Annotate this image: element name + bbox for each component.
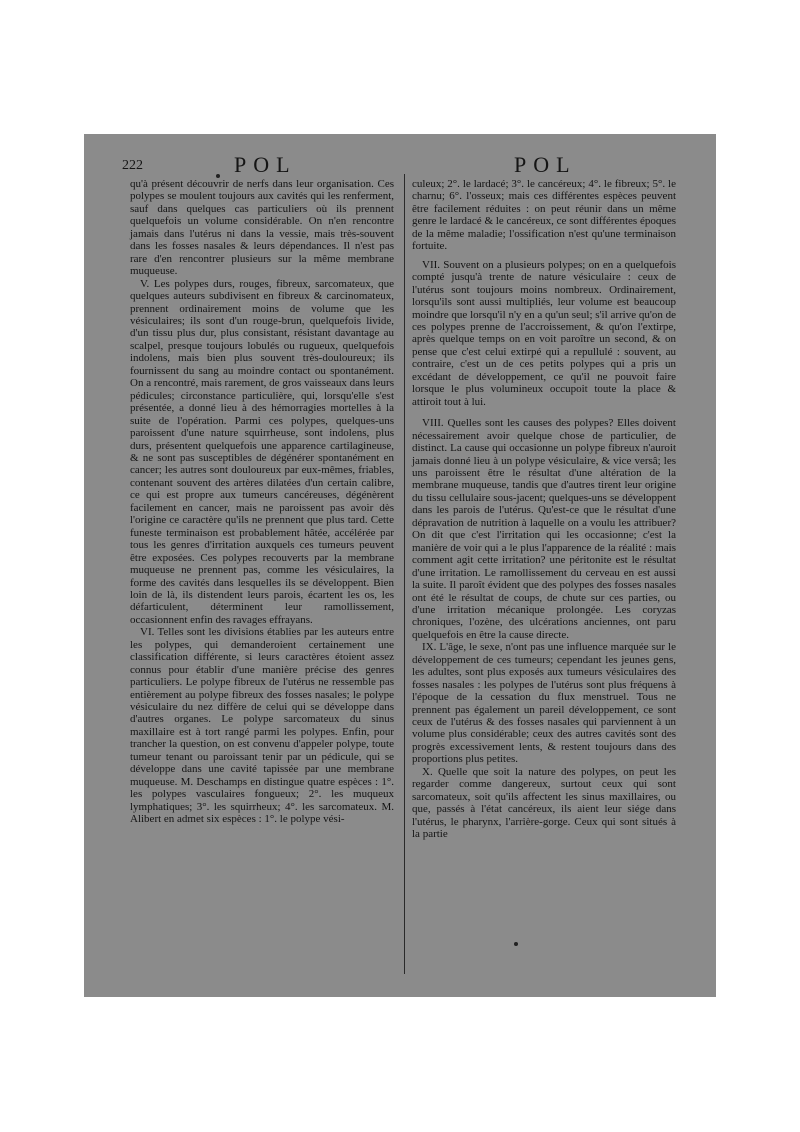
ink-speck: [514, 942, 518, 946]
column-rule: [404, 174, 405, 974]
scanned-page: [84, 134, 716, 997]
right-column: [412, 178, 676, 841]
paragraph: VII. Souvent on a plusieurs polypes; on en a quelquefois compté jusqu'à trente de nature vésiculaire : ceux de l'utérus sont toujours moins nombreux. Ordinairement, lorsqu'ils sont aussi multipliés, leur volume est beaucoup moindre que lorsqu'il n'y en a qu'un seul; s'il arrive qu'on de ces polypes prenne de l'accroissement, & qu'on l'extirpe, après quelque temps on en voit paroître un second, & on pense que c'est celui extirpé qui a repullulé : souvent, au contraire, c'est un de ces petits polypes qui a pris un excédant de développement, ce qu'il ne pouvoit faire lorsque le plus volumineux occupoit toute la place & attiroit tout à lui.: [412, 258, 676, 408]
running-head-left: POL: [234, 152, 297, 177]
page-number: 222: [122, 158, 143, 173]
left-column: [130, 178, 394, 826]
paragraph: qu'à présent découvrir de nerfs dans leur organisation. Ces polypes se moulent toujours aux cavités qui les renferment, sauf dans quelques cas particuliers où ils prennent quelquefois un volume considérable. On n'en rencontre jamais dans l'utérus ni dans la vessie, mais très-souvent dans les fosses nasales & leurs dépendances. Il n'est pas rare d'en rencontrer plusieurs sur la même membrane muqueuse.: [130, 178, 394, 278]
paragraph: VIII. Quelles sont les causes des polypes? Elles doivent nécessairement avoir quelque chose de particulier, de distinct. La cause qui occasionne un polype fibreux n'auroit jamais donné lieu à un polype vésiculaire, & vice versâ; les uns paroissent être le résultat d'une altération de la membrane muqueuse, tandis que d'autres tirent leur origine du tissu cellulaire sous-jacent; quelques-uns se développent dans les parois de l'utérus. Qu'est-ce que le résultat d'une dépravation de nutrition à laquelle on a voulu les attribuer? On dit que c'est l'irritation qui les occasionne; c'est la manière de voir qui a le plus l'apparence de la réalité : mais comment agit cette irritation? une péritonite est le résultat d'une irritation. Le ramollissement du cerveau en est aussi la suite. Il paroît évident que des polypes des fosses nasales ont été le résultat de coups, de chute sur ces parties, ou d'une irritation mécanique prolongée. Les coryzas chroniques, l'ozène, des ulcérations anciennes, ont paru quelquefois en être la cause directe.: [412, 417, 676, 641]
paragraph: X. Quelle que soit la nature des polypes, on peut les regarder comme dangereux, surtout ceux qui sont sarcomateux, soit qu'ils affectent les sinus maxillaires, ou que, passés à l'état cancéreux, ils aient leur siége dans l'utérus, le pharynx, l'arrière-gorge. Ceux qui sont situés à la partie: [412, 765, 676, 841]
paragraph: VI. Telles sont les divisions établies par les auteurs entre les polypes, qui demanderoient certainement une classification différente, si leurs caractères étoient assez connus pour établir d'une manière précise des genres particuliers. Le polype fibreux de l'utérus ne ressemble pas entièrement au polype fibreux des fosses nasales; le polype vésiculaire du nez diffère de celui qui se développe dans d'autres organes. Le polype sarcomateux du sinus maxillaire est à tort rangé parmi les polypes. Enfin, pour trancher la question, on est convenu d'appeler polype, toute tumeur tenant ou paroissant tenir par un pédicule, qui se développe dans une cavité tapissée par une membrane muqueuse. M. Deschamps en distingue quatre espèces : 1°. les polypes vasculaires fongueux; 2°. les muqueux lymphatiques; 3°. les squirrheux; 4°. les sarcomateux. M. Alibert en admet six espèces : 1°. le polype vési-: [130, 626, 394, 826]
running-head-right: POL: [514, 152, 577, 177]
paragraph: culeux; 2°. le lardacé; 3°. le cancéreux; 4°. le fibreux; 5°. le charnu; 6°. l'osseux; mais ces différentes espèces peuvent être facilement réduites : on peut réunir dans un même genre le lardacé & le cancéreux, ce sont différentes époques de la même maladie; l'ossification n'est qu'une terminaison fortuite.: [412, 178, 676, 253]
paragraph: V. Les polypes durs, rouges, fibreux, sarcomateux, que quelques auteurs subdivisent en fibreux & carcinomateux, prennent ordinairement moins de volume que les vésiculaires; ils sont d'un rouge-brun, quelquefois livide, d'un tissu plus dur, plus consistant, résistant davantage au scalpel, presque toujours lobulés ou rugueux, quelquefois indolens, mais bien plus souvent très-douloureux; ils fournissent du sang au moindre contact ou spontanément. On a rencontré, mais rarement, de gros vaisseaux dans leurs pédicules; circonstance particulière, qui, lorsqu'elle s'est présentée, a donné lieu à des hémorragies mortelles à la suite de l'opération. Parmi ces polypes, quelques-uns paroissent d'une nature squirrheuse, sont indolens, plus durs, présentent quelquefois une apparence cartilagineuse, & ne sont pas susceptibles de dégénérer spontanément en cancer; les autres sont douloureux par eux-mêmes, friables, contenant souvent des artères dilatées d'un certain calibre, ce qui est propre aux tumeurs cancéreuses, dégénèrent facilement en cancer, mais ne paroissent pas avoir dès l'origine ce caractère qu'ils ne prennent que plus tard. Cette funeste terminaison est probablement hâtée, accélérée par tous les genres d'irritation auxquels ces tumeurs peuvent être exposées. Ces polypes recouverts par la membrane muqueuse ne prennent pas, comme les vésiculaires, la forme des cavités dans lesquelles ils se développent. Bien loin de là, ils distendent leurs parois, écartent les os, les défarticulent, déterminent leur ramollissement, occasionnent enfin des ravages effrayans.: [130, 277, 394, 626]
paragraph: IX. L'âge, le sexe, n'ont pas une influence marquée sur le développement de ces tumeurs; cependant les jeunes gens, les adultes, sont plus exposés aux tumeurs vésiculaires des fosses nasales : les polypes de l'utérus sont plus fréquens à l'époque de la cessation du flux menstruel. Tous ne prennent pas également un pareil développement, ce sont ceux de l'utérus & des fosses nasales qui parviennent à un volume plus considérable; ceux des autres cavités sont des progrès excessivement lents, & restent toujours dans des proportions plus petites.: [412, 641, 676, 766]
